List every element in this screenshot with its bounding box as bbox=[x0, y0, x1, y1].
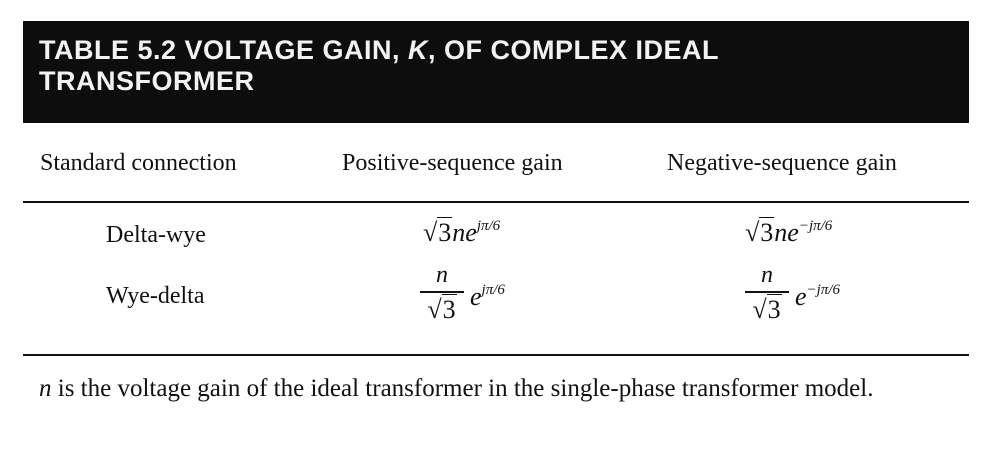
radical-sign: √ bbox=[752, 294, 767, 324]
row-delta-wye-label: Delta-wye bbox=[106, 222, 206, 248]
wye-delta-negative-fraction bbox=[745, 262, 789, 325]
title-line1-suffix: , OF COMPLEX IDEAL bbox=[428, 35, 720, 65]
exponent: jπ/6 bbox=[476, 218, 501, 234]
radical-sign: √ bbox=[423, 218, 438, 247]
radicand: 3 bbox=[442, 294, 456, 324]
radical-sign: √ bbox=[427, 294, 442, 324]
header-negative-sequence-gain: Negative-sequence gain bbox=[667, 150, 897, 176]
denominator bbox=[420, 295, 464, 325]
header-positive-sequence-gain: Positive-sequence gain bbox=[342, 150, 563, 176]
table-title-banner bbox=[23, 21, 969, 123]
denominator bbox=[745, 295, 789, 325]
exponent: −jπ/6 bbox=[798, 218, 833, 234]
radical-sign: √ bbox=[745, 218, 760, 247]
delta-wye-positive-gain bbox=[423, 218, 500, 248]
wye-delta-negative-exponential bbox=[795, 282, 840, 312]
exponent: jπ/6 bbox=[481, 282, 505, 298]
radicand: 3 bbox=[767, 294, 781, 324]
numerator: n bbox=[436, 262, 448, 288]
title-k: K bbox=[408, 35, 429, 65]
table-footnote bbox=[39, 372, 969, 406]
fraction-bar bbox=[745, 291, 789, 293]
footnote-variable: n bbox=[39, 375, 52, 402]
bottom-rule bbox=[23, 354, 969, 356]
radicand: 3 bbox=[760, 218, 774, 247]
title-prefix: TABLE 5.2 VOLTAGE GAIN, bbox=[39, 35, 409, 65]
table-title bbox=[39, 35, 719, 97]
header-standard-connection: Standard connection bbox=[40, 150, 237, 176]
base: e bbox=[470, 282, 482, 311]
exponent: −jπ/6 bbox=[806, 282, 841, 298]
base: e bbox=[795, 282, 807, 311]
fraction-bar bbox=[420, 291, 464, 293]
gain-body: ne bbox=[774, 218, 799, 247]
wye-delta-positive-exponential bbox=[470, 282, 505, 312]
gain-body: ne bbox=[452, 218, 477, 247]
radicand: 3 bbox=[438, 218, 452, 247]
header-rule bbox=[23, 201, 969, 203]
footnote-text: is the voltage gain of the ideal transformer in the single-phase transformer model. bbox=[51, 375, 874, 402]
row-wye-delta-label: Wye-delta bbox=[106, 283, 205, 309]
wye-delta-positive-fraction bbox=[420, 262, 464, 325]
delta-wye-negative-gain bbox=[745, 218, 832, 248]
numerator: n bbox=[761, 262, 773, 288]
title-line2: TRANSFORMER bbox=[39, 66, 255, 96]
